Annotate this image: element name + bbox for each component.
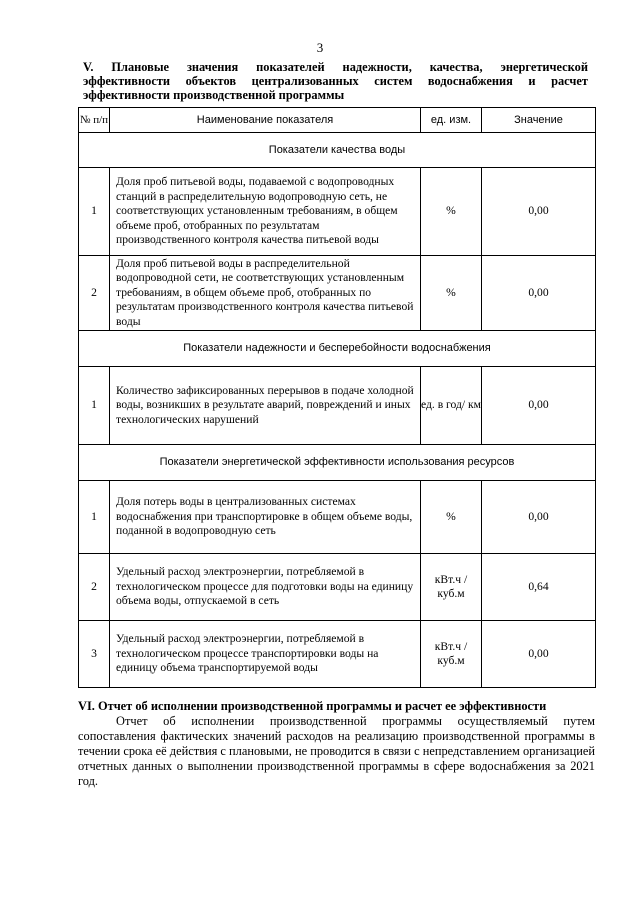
table-row <box>79 554 596 621</box>
row-num: 2 <box>79 554 110 621</box>
row-num: 1 <box>79 367 110 445</box>
row-unit: кВт.ч / куб.м <box>421 621 482 688</box>
table-header-row <box>79 108 596 133</box>
row-unit: % <box>421 256 482 331</box>
row-value: 0,00 <box>482 168 596 256</box>
row-unit: кВт.ч / куб.м <box>421 554 482 621</box>
row-name: Доля проб питьевой воды, подаваемой с водопроводных станций в распределительную водопроводную сеть, не соответствующих установленным требованиям, в общем объеме проб, отобранных по результатам производственного контроля качества питьевой воды <box>110 168 421 256</box>
group-row-energy <box>79 445 596 481</box>
page-number: 3 <box>316 40 324 55</box>
header-unit: ед. изм. <box>421 108 482 133</box>
header-name: Наименование показателя <box>110 108 421 133</box>
table-row <box>79 256 596 331</box>
row-value: 0,00 <box>482 256 596 331</box>
row-name: Доля проб питьевой воды в распределительной водопроводной сети, не соответствующих установленным требованиям, в общем объеме проб, отобранных по результатам производственного контроля качества питьевой воды <box>110 256 421 331</box>
header-num: № п/п <box>79 108 110 133</box>
row-num: 3 <box>79 621 110 688</box>
section-5-title: V. Плановые значения показателей надежности, качества, энергетической эффективности объектов централизованных систем водоснабжения и расчет эффективности производственной программы <box>83 60 588 102</box>
group-row-quality <box>79 133 596 168</box>
table-row <box>79 168 596 256</box>
row-unit: ед. в год/ км <box>421 367 482 445</box>
group-row-reliability <box>79 331 596 367</box>
group-title: Показатели энергетической эффективности использования ресурсов <box>79 445 596 481</box>
row-num: 1 <box>79 168 110 256</box>
group-title: Показатели качества воды <box>79 133 596 168</box>
indicators-table <box>78 107 596 688</box>
row-num: 1 <box>79 481 110 554</box>
section-6-title: VI. Отчет об исполнении производственной программы и расчет ее эффективности <box>78 699 547 713</box>
table-row <box>79 481 596 554</box>
row-name: Удельный расход электроэнергии, потребляемой в технологическом процессе транспортировки воды на единицу объема транспортируемой воды <box>110 621 421 688</box>
table-row <box>79 367 596 445</box>
header-value: Значение <box>482 108 596 133</box>
row-name: Количество зафиксированных перерывов в подаче холодной воды, возникших в результате аварий, повреждений и иных технологических нарушений <box>110 367 421 445</box>
table-row <box>79 621 596 688</box>
row-unit: % <box>421 481 482 554</box>
row-value: 0,00 <box>482 367 596 445</box>
section-6-body: Отчет об исполнении производственной программы осуществляемый путем сопоставления фактических значений расходов на реализацию производственной программы в течении срока её действия с плановыми, не проводится в связи с непредставлением организацией отчетных данных о выполнении производственной программы в сфере водоснабжения за 2021 год. <box>78 714 595 788</box>
row-value: 0,00 <box>482 621 596 688</box>
row-name: Удельный расход электроэнергии, потребляемой в технологическом процессе для подготовки воды на единицу объема воды, отпускаемой в сеть <box>110 554 421 621</box>
row-value: 0,64 <box>482 554 596 621</box>
row-unit: % <box>421 168 482 256</box>
row-num: 2 <box>79 256 110 331</box>
group-title: Показатели надежности и бесперебойности водоснабжения <box>79 331 596 367</box>
row-value: 0,00 <box>482 481 596 554</box>
row-name: Доля потерь воды в централизованных системах водоснабжения при транспортировке в общем объеме воды, поданной в водопроводную сеть <box>110 481 421 554</box>
